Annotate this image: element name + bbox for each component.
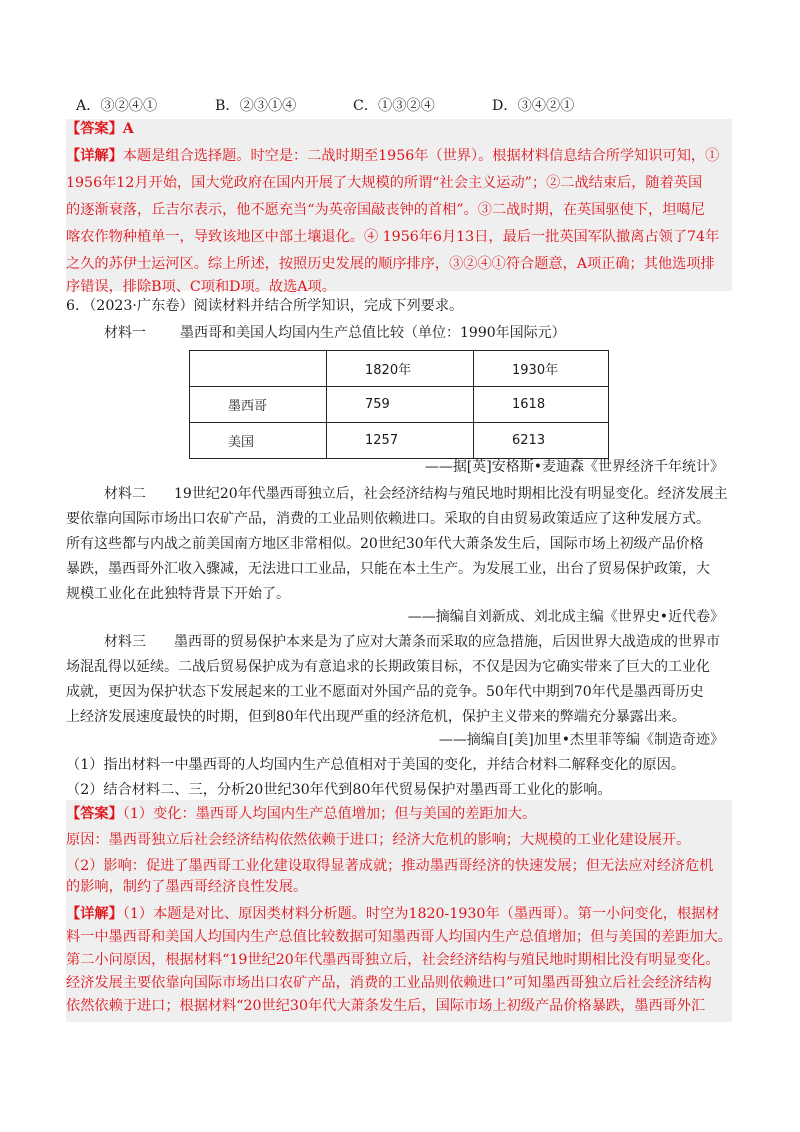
q6-detail-line: 经济发展主要依靠向国际市场出口农矿产品，消费的工业品则依赖进口”可知墨西哥独立后社会经济结构 — [66, 975, 712, 991]
option-a: A．③②④① — [76, 98, 158, 114]
material-3-line: 成就，更因为保护状态下发展起来的工业不愿面对外国产品的竞争。50年代中期到70年代是墨西哥历史 — [66, 684, 704, 700]
table-cell: 美国 — [190, 423, 327, 459]
option-b: B．②③①④ — [215, 98, 297, 114]
material-2-line: 要依靠向国际市场出口农矿产品，消费的工业品则依赖进口。采取的自由贸易政策适应了这种发展方式。 — [66, 511, 710, 527]
table-cell — [190, 351, 327, 387]
material-2-line: 暴跌，墨西哥外汇收入骤减，无法进口工业品，只能在本土生产。为发展工业，出台了贸易保护政策，大 — [66, 561, 710, 577]
gdp-table — [189, 350, 609, 459]
material-2-line: 材料二 19世纪20年代墨西哥独立后，社会经济结构与殖民地时期相比没有明显变化。经济发展主 — [104, 486, 728, 502]
material-3-line: 材料三 墨西哥的贸易保护本来是为了应对大萧条而采取的应急措施，后因世界大战造成的世界市 — [104, 634, 720, 650]
sub-question-2: （2）结合材料二、三，分析20世纪30年代到80年代贸易保护对墨西哥工业化的影响。 — [66, 782, 612, 798]
q5-detail-line: 喀农作物种植单一，导致该地区中部土壤退化。④ 1956年6月13日，最后一批英国军队撤离占领了74年 — [66, 229, 720, 245]
table-cell: 1820年 — [327, 351, 474, 387]
table-row — [190, 423, 609, 459]
q5-detail-line: 之久的苏伊士运河区。综上所述，按照历史发展的顺序排序，③②④①符合题意，A项正确；其他选项排 — [66, 256, 715, 272]
material-3-source: ——摘编自[美]加里•杰里菲等编《制造奇迹》 — [438, 732, 724, 748]
table-header-row — [190, 351, 609, 387]
material-3-line: 上经济发展速度最快的时期，但到80年代出现严重的经济危机，保护主义带来的弊端充分暴露出来。 — [66, 709, 686, 725]
q6-detail-line: 依然依赖于进口；根据材料“20世纪30年代大萧条发生后，国际市场上初级产品价格暴跌，墨西哥外汇 — [66, 998, 706, 1014]
options-row — [76, 96, 676, 116]
table-cell: 1257 — [327, 423, 474, 459]
question-stem: 6．（2023·广东卷）阅读材料并结合所学知识，完成下列要求。 — [66, 298, 464, 314]
answer-value: A — [122, 121, 134, 137]
option-c: C．①③②④ — [353, 98, 435, 114]
material-1-title: 材料一 墨西哥和美国人均国内生产总值比较（单位：1990年国际元） — [104, 325, 566, 341]
material-3-line: 场混乱得以延续。二战后贸易保护成为有意追求的长期政策目标，不仅是因为它确实带来了巨大的工业化 — [66, 659, 710, 675]
q6-answer-line: （2）影响：促进了墨西哥工业化建设取得显著成就；推动墨西哥经济的快速发展；但无法应对经济危机 — [66, 858, 714, 874]
q5-answer — [66, 119, 134, 139]
q6-answer-line: 【答案】（1）变化：墨西哥人均国内生产总值增加；但与美国的差距加大。 — [66, 806, 537, 822]
table-cell: 759 — [327, 387, 474, 423]
q6-answer-line: 原因：墨西哥独立后社会经济结构依然依赖于进口；经济大危机的影响；大规模的工业化建设展开。 — [66, 832, 691, 848]
q5-detail-line: 1956年12月开始，国大党政府在国内开展了大规模的所谓“社会主义运动”；②二战结束后，随着英国 — [66, 175, 703, 191]
material-1-source: ——据[英]安格斯•麦迪森《世界经济千年统计》 — [424, 459, 724, 475]
q6-answer-block — [66, 800, 732, 1022]
table-cell: 墨西哥 — [190, 387, 327, 423]
table-cell: 1930年 — [474, 351, 609, 387]
table-cell: 6213 — [474, 423, 609, 459]
table-cell: 1618 — [474, 387, 609, 423]
q5-answer-block — [66, 119, 732, 295]
option-d: D．③④②① — [492, 98, 575, 114]
table-row — [190, 387, 609, 423]
q6-answer-line: 的影响，制约了墨西哥经济良性发展。 — [66, 879, 308, 895]
material-2-line: 规模工业化在此独特背景下开始了。 — [66, 586, 290, 602]
answer-tag: 【答案】 — [66, 121, 123, 137]
material-2-line: 所有这些都与内战之前美国南方地区非常相似。20世纪30年代大萧条发生后，国际市场上初级产品价格 — [66, 536, 704, 552]
q5-detail-line: 【详解】本题是组合选择题。时空是：二战时期至1956年（世界）。根据材料信息结合所学知识可知，① — [66, 148, 720, 164]
detail-tag: 【详解】 — [66, 148, 123, 164]
sub-question-1: （1）指出材料一中墨西哥的人均国内生产总值相对于美国的变化，并结合材料二解释变化的原因。 — [66, 757, 686, 773]
detail-tag: 【详解】 — [66, 906, 123, 922]
q5-detail-line: 序错误，排除B项、C项和D项。故选A项。 — [66, 279, 336, 295]
q5-detail-line: 的逐渐衰落，丘吉尔表示，他不愿充当“为英帝国敲丧钟的首相”。③二战时期，在英国驱使下，坦噶尼 — [66, 202, 705, 218]
material-2-source: ——摘编自刘新成、刘北成主编《世界史•近代卷》 — [407, 609, 724, 625]
answer-tag: 【答案】 — [66, 806, 123, 822]
q6-detail-line: 第二小问原因，根据材料“19世纪20年代墨西哥独立后，社会经济结构与殖民地时期相比没有明显变化。 — [66, 952, 720, 968]
q6-detail-line: 【详解】（1）本题是对比、原因类材料分析题。时空为1820-1930年（墨西哥）。第一小问变化，根据材 — [66, 906, 720, 922]
q6-detail-line: 料一中墨西哥和美国人均国内生产总值比较数据可知墨西哥人均国内生产总值增加；但与美国的差距加大。 — [66, 929, 732, 945]
material-label: 材料一 — [104, 325, 146, 341]
